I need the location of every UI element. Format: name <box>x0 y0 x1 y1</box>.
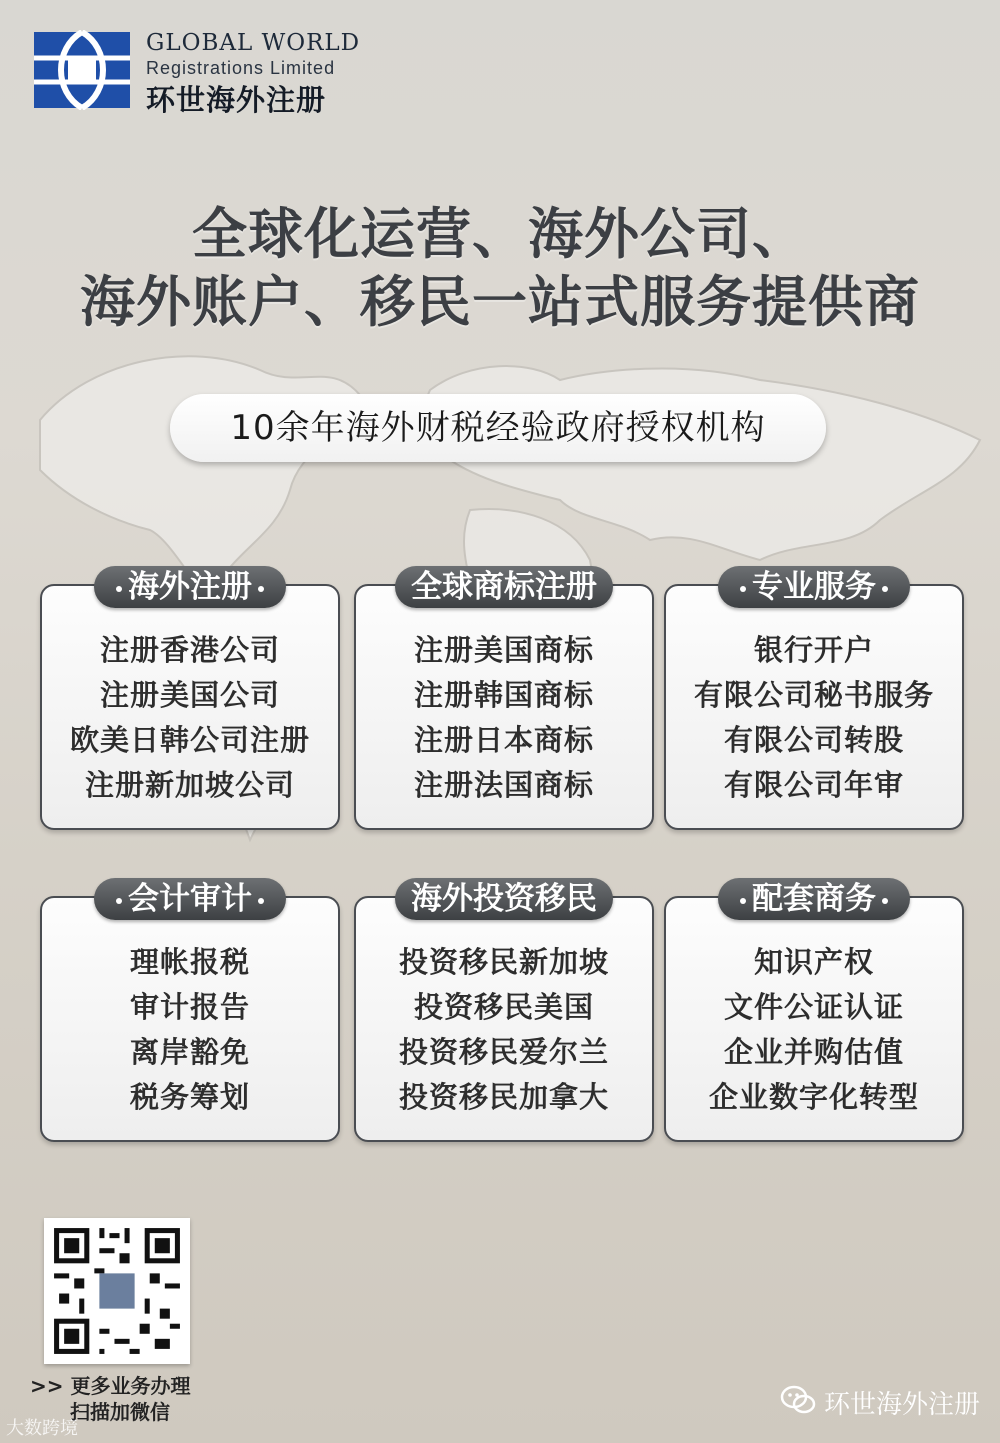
card-item: 知识产权 <box>753 945 874 979</box>
headline-line2: 海外账户、移民一站式服务提供商 <box>79 270 920 334</box>
globe-logo-icon <box>32 30 132 110</box>
service-card-accounting <box>40 881 340 1142</box>
card-title: 会计审计 <box>94 878 286 920</box>
card-title: 海外注册 <box>94 566 286 608</box>
card-item: 投资移民新加坡 <box>398 945 609 979</box>
card-item: 银行开户 <box>753 633 874 667</box>
card-item: 理帐报税 <box>129 945 250 979</box>
card-item: 欧美日韩公司注册 <box>69 723 310 757</box>
card-item: 注册香港公司 <box>99 633 280 667</box>
card-item: 注册美国商标 <box>413 633 594 667</box>
card-item: 有限公司年审 <box>723 768 904 802</box>
headline-line1: 全球化运营、海外公司、 <box>191 202 808 266</box>
card-item: 投资移民爱尔兰 <box>398 1035 609 1069</box>
card-item: 注册美国公司 <box>99 678 280 712</box>
card-item: 审计报告 <box>129 990 250 1024</box>
service-card-trademark <box>354 569 654 830</box>
card-item: 投资移民加拿大 <box>398 1080 609 1114</box>
card-item: 离岸豁免 <box>129 1035 250 1069</box>
card-item: 注册新加坡公司 <box>84 768 295 802</box>
service-card-immigration <box>354 881 654 1142</box>
card-item: 税务筹划 <box>129 1080 250 1114</box>
card-item: 注册韩国商标 <box>413 678 594 712</box>
card-item: 注册法国商标 <box>413 768 594 802</box>
tagline-pill: 10余年海外财税经验政府授权机构 <box>170 394 826 462</box>
card-title: 全球商标注册 <box>395 566 613 608</box>
logo-english-line2: Registrations Limited <box>146 58 336 78</box>
wechat-qr-code[interactable] <box>44 1218 190 1364</box>
wechat-account-name: 环世海外注册 <box>824 1390 981 1420</box>
card-title: 海外投资移民 <box>395 878 613 920</box>
service-card-overseas-registration <box>40 569 340 830</box>
wechat-icon <box>780 1384 816 1416</box>
logo-chinese-name: 环世海外注册 <box>146 83 327 117</box>
card-item: 投资移民美国 <box>413 990 594 1024</box>
qr-caption-line1: >> 更多业务办理 <box>30 1374 191 1398</box>
card-item: 有限公司转股 <box>723 723 904 757</box>
card-item: 有限公司秘书服务 <box>693 678 934 712</box>
card-item: 文件公证认证 <box>723 990 904 1024</box>
watermark-text: 大数跨境 <box>6 1418 78 1439</box>
service-card-professional <box>664 569 964 830</box>
qr-code-icon <box>44 1218 190 1364</box>
logo-english-line1: GLOBAL WORLD <box>146 30 361 56</box>
company-logo <box>28 26 368 116</box>
card-item: 注册日本商标 <box>413 723 594 757</box>
card-item: 企业数字化转型 <box>708 1080 919 1114</box>
card-title: 配套商务 <box>718 878 910 920</box>
service-card-business-support <box>664 881 964 1142</box>
card-item: 企业并购估值 <box>723 1035 904 1069</box>
qr-caption-line2: 扫描加微信 <box>70 1400 170 1424</box>
card-title: 专业服务 <box>718 566 910 608</box>
